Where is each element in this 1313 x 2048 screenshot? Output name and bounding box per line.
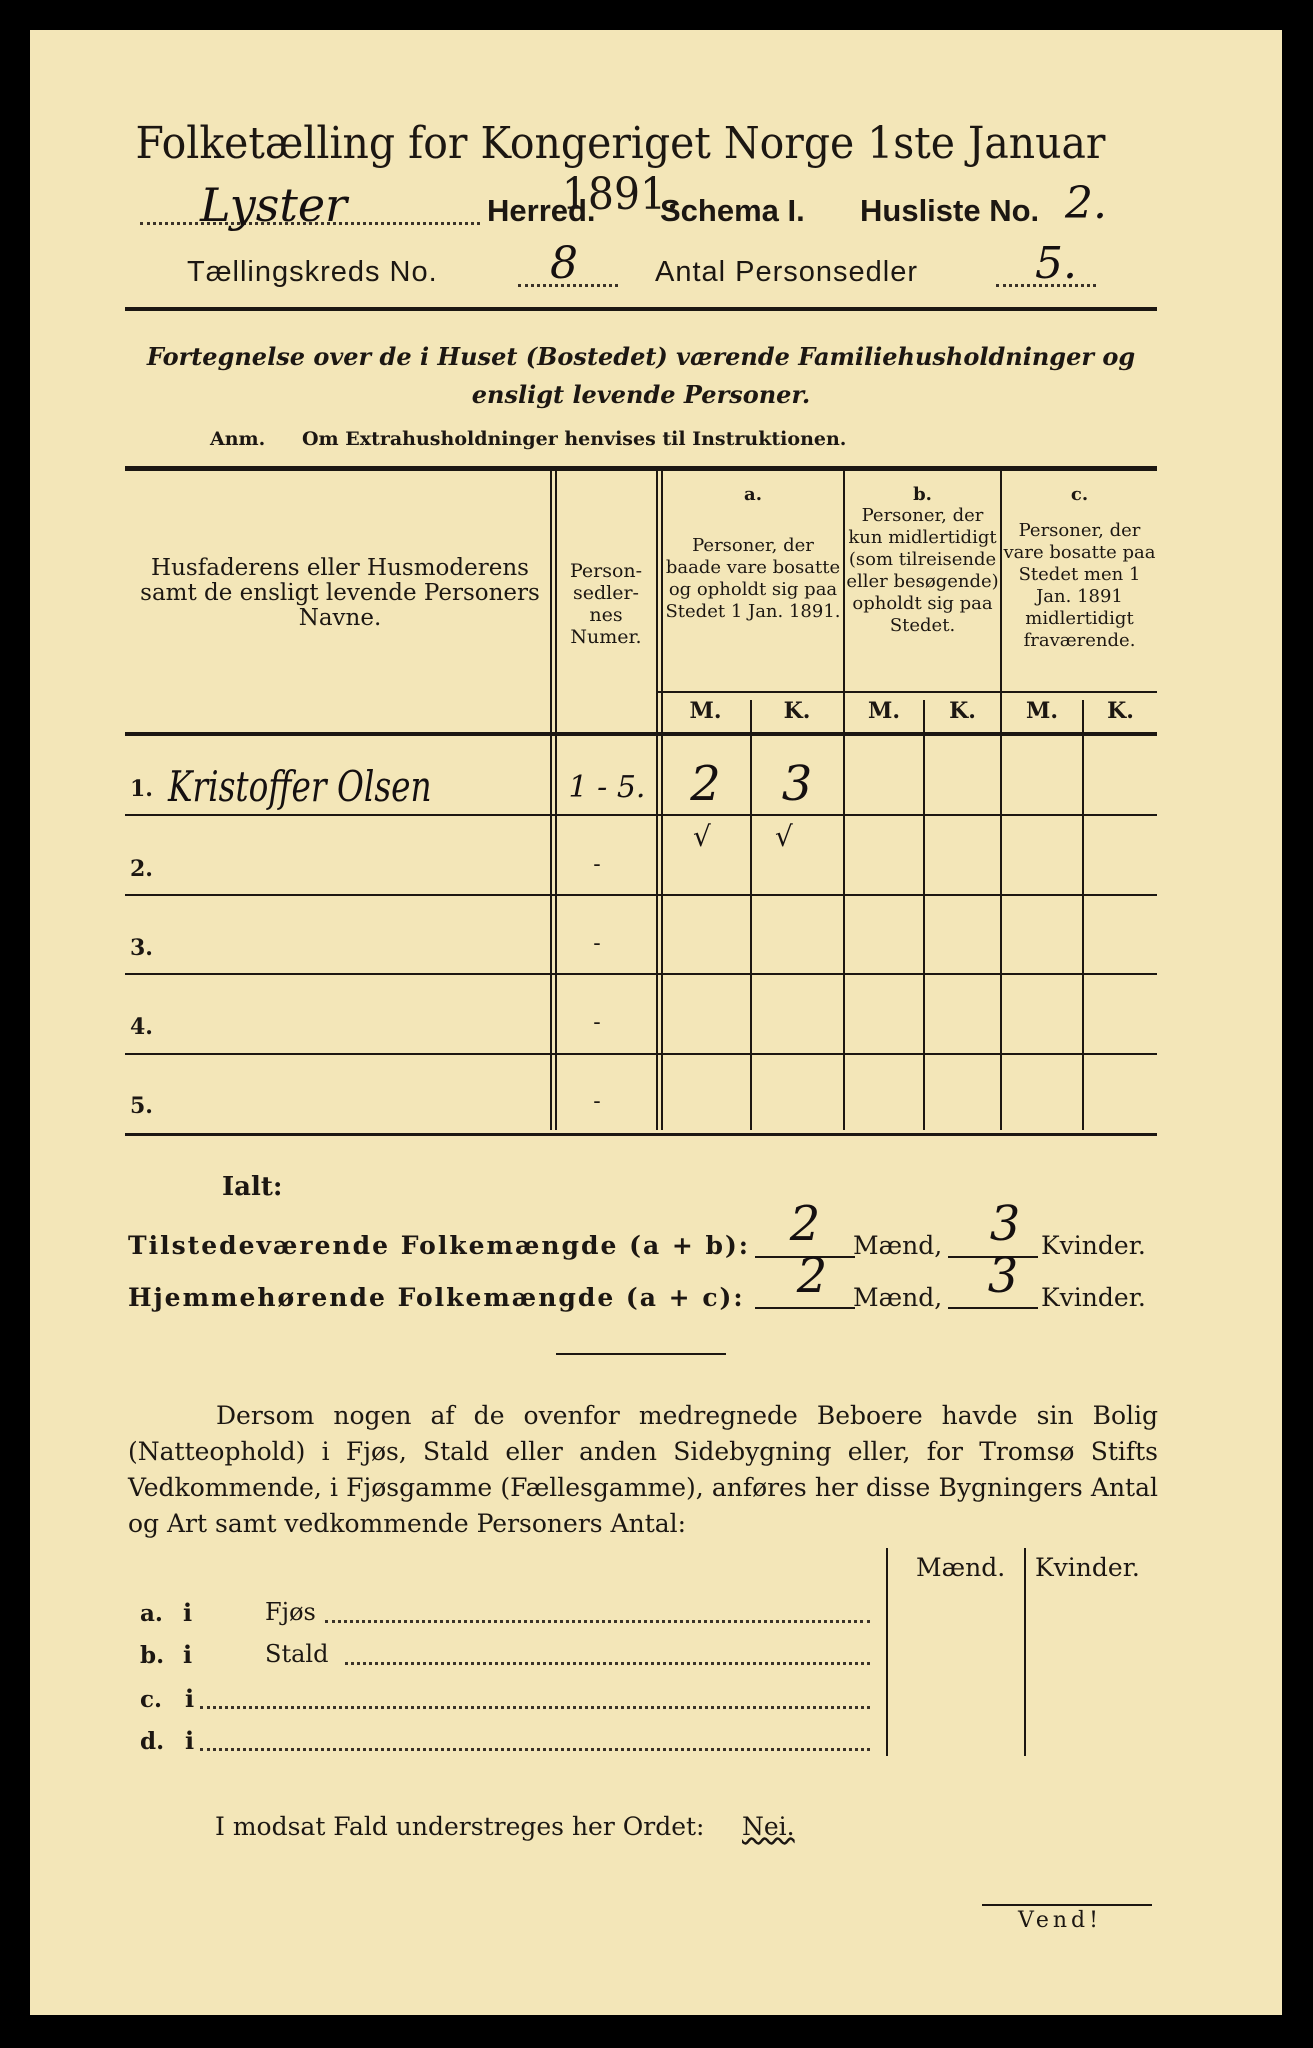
row-rule-4	[125, 1053, 1157, 1055]
buildings-row-dotline	[345, 1662, 870, 1665]
form-title: Folketælling for Kongeriget Norge 1ste Januar 1891.	[135, 118, 1106, 220]
row-rule-2	[125, 894, 1157, 896]
row-numer: 1 - 5.	[568, 770, 646, 805]
contrary-label: I modsat Fald understreges her Ordet:	[215, 1812, 705, 1841]
row-rule-3	[125, 973, 1157, 975]
buildings-row-letter: a.	[140, 1600, 163, 1627]
mk-subrule	[658, 691, 1157, 693]
buildings-row-letter: b.	[140, 1642, 165, 1669]
kreds-value: 8	[550, 238, 578, 289]
total-present-label: Tilstedeværende Folkemængde (a + b):	[128, 1231, 751, 1260]
row-number: 2.	[130, 856, 153, 882]
total-present-men-unit: Mænd,	[853, 1231, 943, 1260]
buildings-men-header: Mænd.	[916, 1553, 1006, 1582]
buildings-row-dotline	[325, 1620, 870, 1623]
row-rule-1	[125, 814, 1157, 816]
buildings-row-dotline	[200, 1748, 870, 1751]
herred-value: Lyster	[200, 178, 348, 232]
total-present-women-unit: Kvinder.	[1041, 1231, 1146, 1260]
buildings-row-prep: i	[183, 1598, 193, 1627]
col-number-header: Person-sedler-nes Numer.	[569, 560, 643, 648]
total-present-men: 2	[789, 1196, 821, 1252]
a-m-label: M.	[689, 698, 722, 724]
schema-label: Schema I.	[660, 193, 805, 228]
total-resident-men-unit: Mænd,	[853, 1283, 943, 1312]
col-a-letter: a.	[744, 484, 762, 505]
kreds-label: Tællingskreds No.	[187, 256, 438, 288]
intro-heading: Fortegnelse over de i Huset (Bostedet) værende Familiehusholdninger og ensligt levende Personer.	[146, 342, 1136, 409]
b-m-label: M.	[867, 698, 900, 724]
husliste-label: Husliste No.	[860, 193, 1040, 228]
table-bottom-rule	[125, 1133, 1157, 1136]
header-rule	[125, 307, 1157, 311]
a-k-label: K.	[783, 698, 811, 724]
note-prefix: Anm.	[210, 428, 266, 450]
row-number: 3.	[130, 935, 153, 961]
total-resident-men: 2	[796, 1248, 828, 1304]
buildings-row-label: Stald	[265, 1640, 329, 1668]
buildings-women-header: Kvinder.	[1035, 1553, 1140, 1582]
c-k-label: K.	[1107, 698, 1134, 724]
buildings-row-prep: i	[185, 1726, 195, 1755]
row-numer: -	[593, 931, 601, 956]
vend-rule	[982, 1904, 1152, 1906]
col-c-letter: c.	[1070, 484, 1089, 505]
col-a-header: Personer, der baade vare bosatte og opholdt sig paa Stedet 1 Jan. 1891.	[665, 535, 841, 622]
buildings-row-label: Fjøs	[265, 1598, 316, 1626]
personsedler-value: 5.	[1035, 238, 1077, 289]
buildings-col-divider-2	[1024, 1548, 1026, 1756]
col-b-letter: b.	[913, 484, 932, 505]
c-m-label: M.	[1025, 698, 1058, 724]
buildings-row-prep: i	[183, 1640, 193, 1669]
row-numer: -	[593, 1010, 601, 1035]
personsedler-label: Antal Personsedler	[655, 256, 919, 288]
total-resident-women: 3	[987, 1248, 1019, 1304]
buildings-col-divider-1	[886, 1548, 888, 1756]
total-resident-label: Hjemmehørende Folkemængde (a + c):	[128, 1283, 745, 1312]
row-name: Kristoffer Olsen	[168, 762, 432, 811]
row-numer: -	[593, 1089, 601, 1114]
total-resident-women-unit: Kvinder.	[1041, 1283, 1146, 1312]
check-mark-a-m: √	[693, 820, 711, 853]
buildings-row-letter: c.	[140, 1686, 163, 1713]
row-a-k: 3	[781, 756, 813, 812]
ialt-label: Ialt:	[222, 1172, 283, 1202]
col-divider-1	[550, 470, 552, 1130]
vend-text: Vend!	[1018, 1908, 1102, 1933]
buildings-row-letter: d.	[140, 1728, 165, 1755]
herred-label: Herred.	[487, 193, 596, 228]
col-name-header: Husfaderens eller Husmoderens samt de ensligt levende Personers Navne.	[140, 555, 540, 631]
note-text: Om Extrahusholdninger henvises til Instruktionen.	[302, 428, 847, 450]
buildings-row-prep: i	[185, 1684, 195, 1713]
husliste-value: 2.	[1065, 178, 1107, 229]
row-number: 5.	[130, 1093, 153, 1119]
row-number: 1.	[130, 776, 153, 802]
contrary-word: Nei.	[742, 1812, 795, 1841]
section-divider	[556, 1353, 726, 1355]
row-a-m: 2	[690, 756, 721, 812]
total-resident-men-rule	[755, 1307, 855, 1309]
row-number: 4.	[130, 1014, 153, 1040]
table-top-rule	[125, 466, 1157, 471]
table-header-rule	[125, 732, 1157, 736]
col-c-header: Personer, der vare bosatte paa Stedet men 1 Jan. 1891 midlertidigt fraværende.	[1003, 520, 1156, 651]
col-b-header: Personer, der kun midlertidigt (som tilreisende eller besøgende) opholdt sig paa Stedet.	[846, 505, 999, 636]
total-present-women: 3	[989, 1196, 1021, 1252]
buildings-text: Dersom nogen af de ovenfor medregnede Beboere havde sin Bolig (Natteophold) i Fjøs, Stald eller anden Sidebygning eller, for Tromsø Stifts Vedkommende, i Fjøsgamme (Fællesgamme), anføres her disse Bygningers Antal og Art samt vedkommende Personers Antal:	[128, 1401, 1158, 1538]
buildings-row-dotline	[200, 1706, 870, 1709]
row-numer: -	[593, 852, 601, 877]
col-divider-9	[1082, 700, 1084, 1130]
col-divider-7	[923, 700, 925, 1130]
b-k-label: K.	[949, 698, 976, 724]
check-mark-a-k: √	[775, 820, 793, 853]
total-resident-women-rule	[948, 1307, 1038, 1309]
